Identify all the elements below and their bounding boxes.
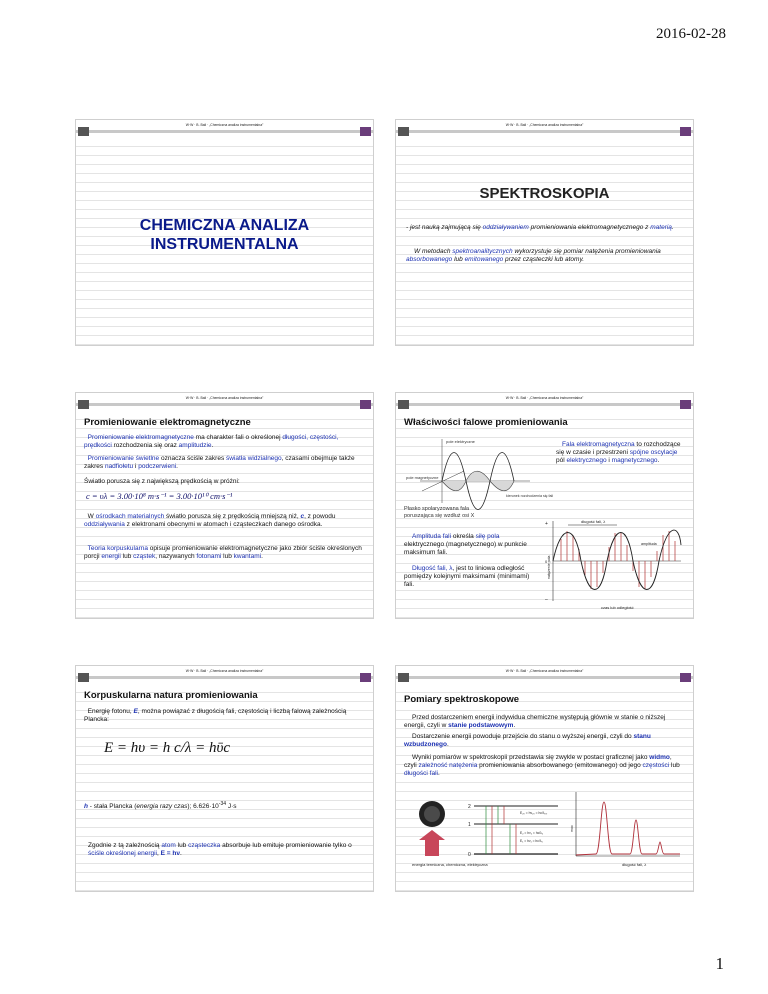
sine-wave-figure [541,515,689,611]
paragraph: Światło porusza się z największą prędkością w próżni: [84,478,240,485]
spectrum-figure [398,784,690,888]
fig-label: długość fali, λ [622,862,647,867]
formula-speed-of-light: c = υλ = 3.00·10⁸ m·s⁻¹ = 3.00·10¹⁰ cm·s⁻¹ [86,491,233,501]
logo-icon [398,673,409,682]
paragraph: Długość fali, λ, jest to liniowa odległość pomiędzy kolejnymi maksimami (minimami) fali. [404,565,530,588]
logo-icon [360,673,371,682]
paragraph: Wyniki pomiarów w spektroskopii przedstawia się zwykle w postaci graficznej jako widmo, czyli zależność natężenia promieniowania absorbowanego (emitowanego) od jego częstości lub długości fali. [404,754,680,777]
fig-label: pole magnetyczne [406,475,439,480]
slide-5 [75,665,374,892]
slide-2 [395,119,694,346]
paragraph: - jest nauką zajmującą się oddziaływaniem promieniowania elektromagnetycznego z materią. [406,224,674,231]
logo-icon [360,400,371,409]
logo-icon [78,400,89,409]
fig-label: amplituda [641,542,657,546]
paragraph: h - stała Plancka (energia razy czas); $6.626\cdot 10^{-34}$ J·s [84,801,237,811]
slide-title: Korpuskularna natura promieniowania [84,690,258,701]
slide-6 [395,665,694,892]
slide-header: W·W · B. Bali · „Chemiczna analiza instrumentalna” [185,123,264,127]
logo-icon [680,400,691,409]
paragraph: Amplituda fali określa siłę pola elektrycznego (magnetycznego) w punkcie maksimum fali. [404,533,527,556]
fig-label: pole elektryczne [446,439,475,444]
figure-caption: Płasko spolaryzowana fala poruszająca się wzdłuż osi X [404,506,475,519]
paragraph: Przed dostarczeniem energii indywidua chemiczne występują głównie w stanie o niższej energii, czyli w stanie podstawowym. [404,714,666,729]
slide-title: Pomiary spektroskopowe [404,694,520,705]
slide-header: W·W · B. Bali · „Chemiczna analiza instrumentalna” [185,396,264,400]
em-wave-figure [402,433,554,513]
paragraph: W ośrodkach materialnych światło porusza się z prędkością mniejszą niż, c, z powodu oddziaływania z elektronami obecnymi w atomach i cząsteczkach danego ośrodka. [84,513,336,528]
slide-header: W·W · B. Bali · „Chemiczna analiza instrumentalna” [505,123,584,127]
logo-icon [680,673,691,682]
fig-label: kierunek rozchodzenia się fali [506,494,554,498]
slide-4 [395,392,694,619]
slide-title: Promieniowanie elektromagnetyczne [84,417,251,428]
paragraph: Promieniowanie elektromagnetyczne ma charakter fali o określonej długości, częstości, prędkości rozchodzenia się oraz amplitudzie. [84,434,339,449]
paragraph: Fala elektromagnetyczna to rozchodzące się w czasie i przestrzeni spójne oscylacje pól elektrycznego i magnetycznego. [556,441,681,464]
paragraph: W metodach spektroanalitycznych wykorzystuje się pomiar natężenia promieniowania absorbowanego lub emitowanego przez cząsteczki lub atomy. [406,248,661,263]
paragraph: Energię fotonu, E, można powiązać z długością fali, częstością i liczbą falową zależnością Plancka: [84,708,347,723]
slide-title: Właściwości falowe promieniowania [404,417,568,428]
paragraph: Dostarczenie energii powoduje przejście do stanu o wyższej energii, czyli do stanu wzbudzonego. [404,733,651,748]
paragraph: Promieniowanie świetlne oznacza ściśle zakres światła widzialnego, czasami obejmuje także zakres nadfiołetu i podczerwieni. [84,455,355,470]
fig-label: 1 [468,822,471,828]
fig-label: 0 [468,852,471,858]
logo-icon [78,673,89,682]
fig-label: 2 [468,804,471,810]
slide-header: W·W · B. Bali · „Chemiczna analiza instrumentalna” [505,396,584,400]
page-number: 1 [715,954,724,973]
slide-title: SPEKTROSKOPIA [479,185,610,202]
fig-label: długość fali, λ [581,519,606,524]
slide-header: W·W · B. Bali · „Chemiczna analiza instrumentalna” [185,669,264,673]
fig-label: moc [570,825,574,832]
fig-label: E₂ = hν₂ = hc/λ₂ [520,831,544,835]
fig-label: 0 [545,559,548,564]
fig-label: czas lub odległość [601,605,634,610]
page-date: 2016-02-28 [656,26,726,42]
paragraph: Zgodnie z tą zależnością atom lub cząsteczka absorbuje lub emituje promieniowanie tylko o ściśle określonej energii, E = hν. [88,842,352,857]
fig-label: E₁ = hν₁ = hc/λ₁ [520,839,543,843]
slide-3 [75,392,374,619]
logo-icon [78,127,89,136]
logo-icon [360,127,371,136]
logo-icon [398,400,409,409]
paragraph: Teoria korpuskularna opisuje promieniowanie elektromagnetyczne jako zbiór ściśle określonych porcji energii lub cząstek, nazywanych fotonami lub kwantami. [84,545,362,560]
fig-label: energia termiczna, chemiczna, elektryczna [412,862,488,867]
fig-label: + [545,521,548,527]
fig-label: E₂₀ = hν₂₀ = hc/λ₂₀ [520,811,548,815]
slide-title: CHEMICZNA ANALIZA INSTRUMENTALNA [139,217,310,253]
fig-label: natężenie pola [547,555,551,579]
fig-label: – [545,597,548,603]
slide-1 [75,119,374,346]
logo-icon [680,127,691,136]
slide-header: W·W · B. Bali · „Chemiczna analiza instrumentalna” [505,669,584,673]
logo-icon [398,127,409,136]
formula-planck: E = hυ = h c/λ = hῡc [104,740,231,756]
